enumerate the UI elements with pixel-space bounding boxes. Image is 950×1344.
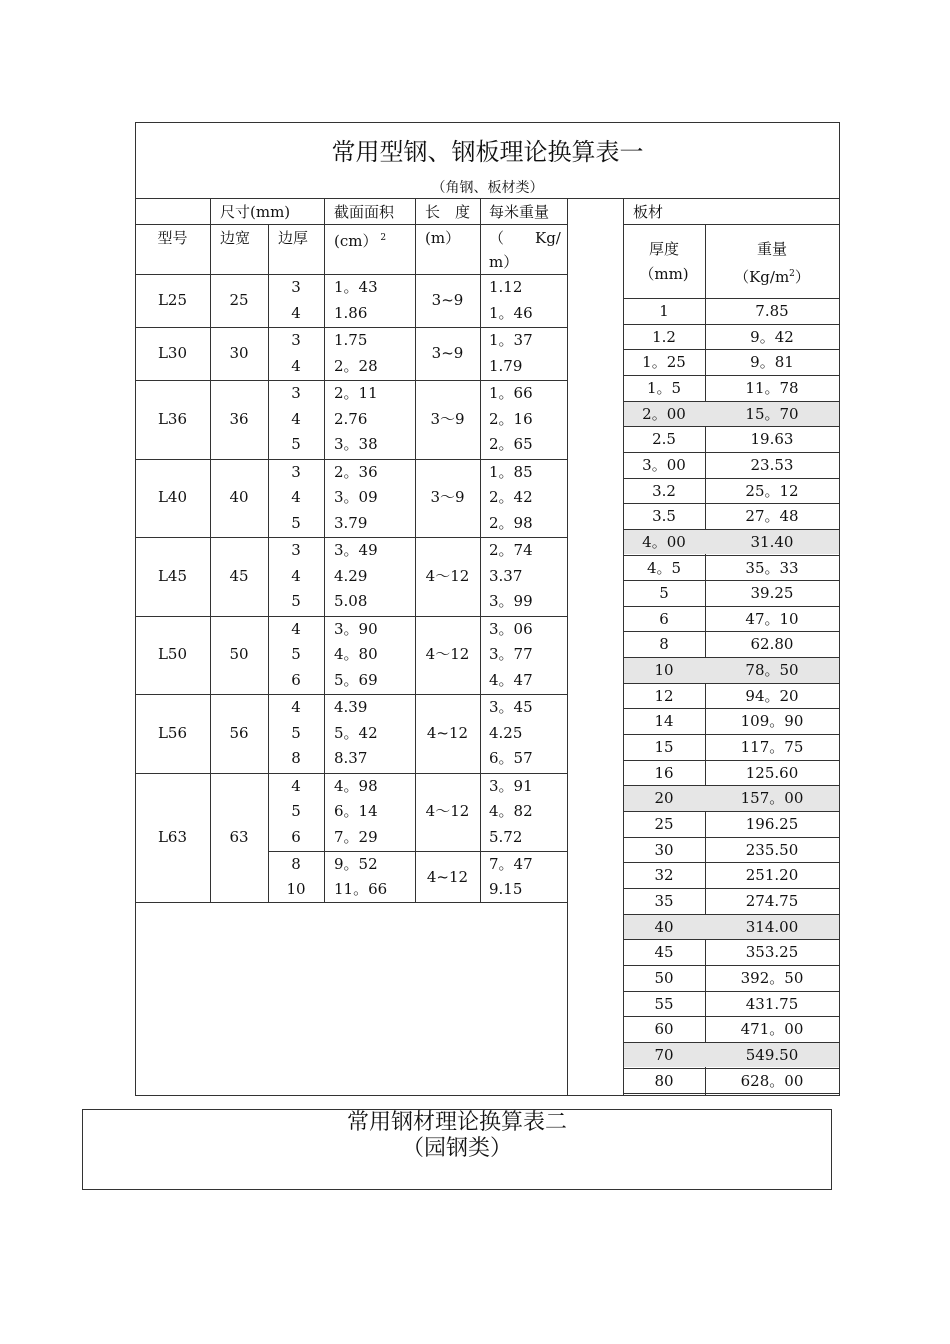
table1-title: 常用型钢、钢板理论换算表一 (331, 138, 644, 166)
header-area-sup: 2 (377, 233, 387, 243)
angle-thick: 3 (291, 278, 301, 296)
header-length: 长 度 (425, 203, 471, 221)
angle-weight: 6。57 (489, 749, 533, 767)
plate-thickness: 70 (654, 1045, 674, 1064)
angle-length: 4～12 (425, 802, 470, 821)
angle-width: 30 (229, 344, 249, 362)
header-thick: 边厚 (278, 229, 309, 247)
header-length-unit: (m） (425, 229, 461, 247)
table2-title (82, 1110, 832, 1162)
angle-model: L50 (157, 645, 188, 664)
angle-thick: 4 (291, 566, 301, 585)
angle-model: L36 (157, 409, 188, 428)
angle-weight: 4。82 (489, 802, 533, 820)
plate-weight: 62.80 (750, 635, 794, 654)
angle-length: 3~9 (431, 344, 464, 362)
grid-hline (135, 198, 840, 199)
angle-weight: 3。45 (489, 698, 533, 716)
angle-area: 4。80 (334, 645, 378, 663)
angle-weight: 1。46 (489, 303, 533, 322)
angle-area: 11。66 (334, 880, 388, 898)
angle-area: 2。11 (334, 384, 378, 402)
plate-thickness: 35 (654, 891, 674, 910)
angle-thick: 8 (291, 854, 301, 873)
header-area-unit: (cm） $^2$ (334, 232, 387, 250)
plate-thickness: 3.5 (652, 507, 676, 526)
angle-model: L40 (157, 488, 188, 507)
header-weight-unit: Kg/ (535, 229, 561, 247)
angle-area: 1。43 (334, 278, 378, 296)
grid-vline (415, 198, 416, 902)
angle-model: L25 (157, 291, 188, 309)
plate-thickness: 1 (659, 302, 669, 320)
plate-thickness: 45 (654, 943, 674, 962)
plate-thickness: 4。5 (646, 558, 682, 577)
angle-length: 3～9 (430, 409, 465, 428)
header-model: 型号 (157, 229, 188, 247)
angle-width: 50 (229, 645, 249, 664)
plate-thickness: 20 (654, 789, 674, 808)
angle-weight: 2。98 (489, 513, 533, 532)
plate-weight: 25。12 (745, 481, 799, 500)
angle-weight: 1。37 (489, 331, 533, 349)
angle-weight: 9.15 (489, 880, 523, 898)
plate-thickness: 40 (654, 917, 674, 936)
angle-model: L30 (157, 344, 188, 362)
plate-thickness: 30 (654, 840, 674, 859)
plate-weight: 628。00 (740, 1071, 804, 1090)
plate-thickness: 14 (654, 712, 674, 731)
plate-weight: 23.53 (750, 455, 794, 474)
angle-thick: 5 (291, 645, 301, 663)
plate-weight: 109。90 (740, 712, 804, 731)
angle-area: 3.79 (334, 513, 368, 532)
angle-thick: 3 (291, 462, 301, 481)
angle-weight: 3.37 (489, 566, 523, 585)
angle-thick: 4 (291, 619, 301, 638)
plate-thickness: 6 (659, 609, 669, 628)
plate-thickness: 2.5 (652, 430, 676, 449)
plate-thickness: 5 (659, 584, 669, 603)
header-plate-thick: 厚度 (648, 240, 679, 258)
angle-width: 25 (229, 291, 249, 309)
angle-area: 2.76 (334, 409, 368, 428)
plate-thickness: 55 (654, 994, 674, 1013)
angle-width: 56 (229, 723, 249, 742)
angle-weight: 1.79 (489, 356, 523, 375)
plate-thickness: 2。00 (642, 404, 686, 423)
angle-weight: 1.12 (489, 278, 523, 296)
plate-weight: 157。00 (740, 789, 804, 808)
grid-vline (324, 198, 325, 902)
plate-weight: 235.50 (745, 840, 799, 859)
plate-weight: 39.25 (750, 584, 794, 603)
plate-thickness: 8 (659, 635, 669, 654)
plate-weight: 9。81 (750, 353, 794, 372)
angle-thick: 5 (291, 723, 301, 742)
angle-weight: 2。65 (489, 435, 533, 453)
angle-area: 5。69 (334, 670, 378, 689)
plate-weight: 11。78 (745, 378, 799, 397)
angle-thick: 3 (291, 331, 301, 349)
plate-weight: 431.75 (745, 994, 799, 1013)
angle-weight: 3。91 (489, 776, 533, 795)
angle-area: 6。14 (334, 802, 378, 820)
angle-length: 4～12 (425, 566, 470, 585)
angle-area: 1.75 (334, 331, 368, 349)
plate-thickness: 10 (654, 661, 674, 680)
header-size: 尺寸(mm) (220, 203, 291, 221)
angle-weight: 1。85 (489, 462, 533, 481)
angle-thick: 4 (291, 303, 301, 322)
header-weight: 每米重量 (489, 203, 550, 221)
plate-weight: 251.20 (745, 866, 799, 885)
angle-model: L45 (157, 566, 188, 585)
angle-thick: 3 (291, 541, 301, 559)
plate-weight: 47。10 (745, 609, 799, 628)
angle-area: 3。09 (334, 488, 378, 506)
header-plate-weight-sup: 2 (789, 269, 795, 279)
plate-thickness: 15 (654, 738, 674, 757)
plate-weight: 19.63 (750, 430, 794, 449)
header-plate-weight-unit: $(Kg/m^2)$ (734, 268, 810, 286)
angle-weight: 7。47 (489, 854, 533, 873)
plate-thickness: 16 (654, 763, 674, 782)
angle-area: 3。38 (334, 435, 378, 453)
plate-weight: 7.85 (755, 302, 789, 320)
plate-thickness: 1.2 (652, 327, 676, 346)
plate-thickness: 60 (654, 1020, 674, 1039)
plate-weight: 549.50 (745, 1045, 799, 1064)
angle-area: 3。90 (334, 619, 378, 638)
angle-area: 4.29 (334, 566, 368, 585)
header-area: 截面面积 (334, 203, 395, 221)
plate-weight: 314.00 (745, 917, 799, 936)
angle-weight: 4。47 (489, 670, 533, 689)
table2-title-text: 常用钢材理论换算表二 (346, 1110, 567, 1135)
angle-area: 8.37 (334, 749, 368, 767)
angle-thick: 4 (291, 409, 301, 428)
plate-weight: 9。42 (750, 327, 794, 346)
plate-weight: 31.40 (750, 532, 794, 551)
angle-thick: 10 (286, 880, 306, 898)
angle-length: 4～12 (425, 645, 470, 664)
plate-weight: 471。00 (740, 1020, 804, 1039)
grid-vline (268, 224, 269, 902)
table1-subtitle: （角钢、板材类） (431, 180, 544, 196)
header-weight-unit-open: （ (489, 229, 505, 247)
header-plate: 板材 (633, 203, 664, 221)
angle-weight: 2。16 (489, 409, 533, 428)
grid-hline (623, 1093, 839, 1094)
angle-weight: 4.25 (489, 723, 523, 742)
angle-length: 3～9 (430, 488, 465, 507)
angle-area: 4。98 (334, 776, 378, 795)
plate-weight: 27。48 (745, 507, 799, 526)
angle-width: 63 (229, 827, 249, 846)
plate-weight: 35。33 (745, 558, 799, 577)
plate-thickness: 1。5 (646, 378, 682, 397)
angle-model: L56 (157, 723, 188, 742)
angle-area: 2。36 (334, 462, 378, 481)
angle-area: 5。42 (334, 723, 378, 742)
angle-thick: 6 (291, 670, 301, 689)
angle-length: 4~12 (426, 723, 469, 742)
angle-thick: 6 (291, 827, 301, 846)
grid-vline (210, 198, 211, 902)
header-plate-weight: 重量 (756, 240, 787, 258)
header-weight-unit-close: m） (489, 253, 519, 271)
angle-weight: 2。42 (489, 488, 533, 506)
angle-weight: 3。77 (489, 645, 533, 663)
angle-thick: 5 (291, 435, 301, 453)
angle-width: 45 (229, 566, 249, 585)
angle-thick: 4 (291, 488, 301, 506)
angle-weight: 1。66 (489, 384, 533, 402)
plate-weight: 392。50 (740, 968, 804, 987)
plate-weight: 353.25 (745, 943, 799, 962)
angle-weight: 3。99 (489, 592, 533, 610)
angle-area: 1.86 (334, 303, 368, 322)
plate-thickness: 4。00 (642, 532, 686, 551)
plate-thickness: 12 (654, 686, 674, 705)
plate-weight: 15。70 (745, 404, 799, 423)
plate-weight: 94。20 (745, 686, 799, 705)
grid-hline (135, 902, 567, 903)
plate-thickness: 25 (654, 815, 674, 833)
angle-thick: 4 (291, 698, 301, 716)
angle-thick: 4 (291, 356, 301, 375)
plate-thickness: 3.2 (652, 481, 676, 500)
angle-thick: 4 (291, 776, 301, 795)
angle-weight: 5.72 (489, 827, 523, 846)
plate-thickness: 32 (654, 866, 674, 885)
plate-weight: 196.25 (745, 815, 799, 833)
angle-width: 36 (229, 409, 249, 428)
grid-vline (567, 198, 568, 1096)
angle-model: L63 (157, 827, 188, 846)
table2-subtitle: （园钢类） (401, 1136, 512, 1161)
angle-width: 40 (229, 488, 249, 507)
angle-weight: 2。74 (489, 541, 533, 559)
plate-thickness: 50 (654, 968, 674, 987)
angle-area: 2。28 (334, 356, 378, 375)
angle-thick: 3 (291, 384, 301, 402)
angle-length: 3~9 (431, 291, 464, 309)
plate-thickness: 3。00 (642, 455, 686, 474)
plate-thickness: 80 (654, 1071, 674, 1090)
plate-weight: 274.75 (745, 891, 799, 910)
angle-length: 4~12 (426, 867, 469, 886)
angle-area: 4.39 (334, 698, 368, 716)
plate-weight: 117。75 (740, 738, 804, 757)
grid-vline (480, 198, 481, 902)
angle-area: 5.08 (334, 592, 368, 610)
plate-thickness: 1。25 (642, 353, 686, 372)
angle-thick: 5 (291, 802, 301, 820)
angle-thick: 5 (291, 513, 301, 532)
angle-area: 7。29 (334, 827, 378, 846)
angle-area: 9。52 (334, 854, 378, 873)
header-width: 边宽 (220, 229, 251, 247)
header-plate-thick-unit: （mm) (639, 265, 689, 283)
angle-area: 3。49 (334, 541, 378, 559)
plate-weight: 125.60 (745, 763, 799, 782)
angle-thick: 8 (291, 749, 301, 767)
angle-weight: 3。06 (489, 619, 533, 638)
angle-thick: 5 (291, 592, 301, 610)
plate-weight: 78。50 (745, 661, 799, 680)
